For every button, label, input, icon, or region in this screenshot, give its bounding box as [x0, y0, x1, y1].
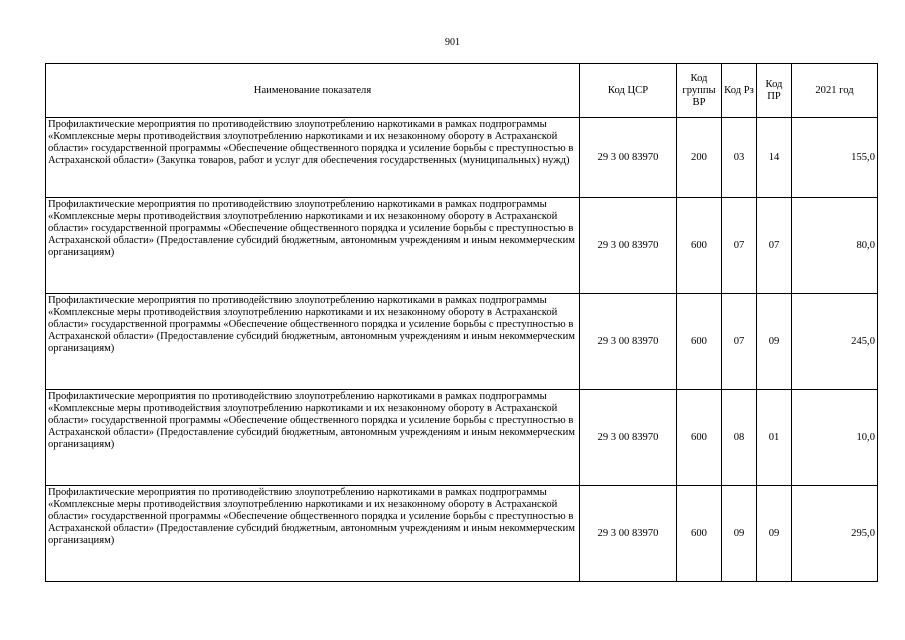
page-number: 901 — [445, 37, 460, 48]
row-pr-code: 09 — [757, 486, 792, 582]
row-pr-code: 09 — [757, 294, 792, 390]
header-indicator-name: Наименование показателя — [46, 64, 580, 118]
row-rz-code: 03 — [722, 118, 757, 198]
table-header-row — [46, 64, 878, 118]
row-vr-code: 600 — [677, 486, 722, 582]
row-amount-2021: 245,0 — [792, 294, 878, 390]
row-pr-code: 01 — [757, 390, 792, 486]
row-amount-2021: 295,0 — [792, 486, 878, 582]
row-rz-code: 08 — [722, 390, 757, 486]
row-rz-code: 09 — [722, 486, 757, 582]
table-row — [46, 118, 878, 198]
header-rz-code: Код Рз — [722, 64, 757, 118]
row-vr-code: 600 — [677, 390, 722, 486]
row-csr-code: 29 3 00 83970 — [580, 198, 677, 294]
row-amount-2021: 80,0 — [792, 198, 878, 294]
row-csr-code: 29 3 00 83970 — [580, 294, 677, 390]
row-amount-2021: 155,0 — [792, 118, 878, 198]
table-row — [46, 486, 878, 582]
row-indicator-name: Профилактические мероприятия по противодействию злоупотреблению наркотиками в рамках подпрограммы «Комплексные меры противодействия злоупотреблению наркотиками и их незаконному обороту в Астраханской области» государственной программы «Обеспечение общественного порядка и усиление борьбы с преступностью в Астраханской области» (Предоставление субсидий бюджетным, автономным учреждениям и иным некоммерческим организациям) — [46, 294, 580, 390]
row-indicator-name: Профилактические мероприятия по противодействию злоупотреблению наркотиками в рамках подпрограммы «Комплексные меры противодействия злоупотреблению наркотиками и их незаконному обороту в Астраханской области» государственной программы «Обеспечение общественного порядка и усиление борьбы с преступностью в Астраханской области» (Закупка товаров, работ и услуг для обеспечения государственных (муниципальных) нужд) — [46, 118, 580, 198]
header-csr-code: Код ЦСР — [580, 64, 677, 118]
row-csr-code: 29 3 00 83970 — [580, 118, 677, 198]
header-vr-group-code: Код группы ВР — [677, 64, 722, 118]
row-pr-code: 07 — [757, 198, 792, 294]
table-row — [46, 390, 878, 486]
row-indicator-name: Профилактические мероприятия по противодействию злоупотреблению наркотиками в рамках подпрограммы «Комплексные меры противодействия злоупотреблению наркотиками и их незаконному обороту в Астраханской области» государственной программы «Обеспечение общественного порядка и усиление борьбы с преступностью в Астраханской области» (Предоставление субсидий бюджетным, автономным учреждениям и иным некоммерческим организациям) — [46, 390, 580, 486]
row-vr-code: 200 — [677, 118, 722, 198]
header-year-2021: 2021 год — [792, 64, 878, 118]
table-row — [46, 198, 878, 294]
table-row — [46, 294, 878, 390]
row-csr-code: 29 3 00 83970 — [580, 390, 677, 486]
row-rz-code: 07 — [722, 294, 757, 390]
row-csr-code: 29 3 00 83970 — [580, 486, 677, 582]
row-pr-code: 14 — [757, 118, 792, 198]
row-vr-code: 600 — [677, 294, 722, 390]
row-indicator-name: Профилактические мероприятия по противодействию злоупотреблению наркотиками в рамках подпрограммы «Комплексные меры противодействия злоупотреблению наркотиками и их незаконному обороту в Астраханской области» государственной программы «Обеспечение общественного порядка и усиление борьбы с преступностью в Астраханской области» (Предоставление субсидий бюджетным, автономным учреждениям и иным некоммерческим организациям) — [46, 198, 580, 294]
header-pr-code: Код ПР — [757, 64, 792, 118]
row-amount-2021: 10,0 — [792, 390, 878, 486]
row-vr-code: 600 — [677, 198, 722, 294]
row-rz-code: 07 — [722, 198, 757, 294]
budget-table — [45, 63, 878, 582]
row-indicator-name: Профилактические мероприятия по противодействию злоупотреблению наркотиками в рамках подпрограммы «Комплексные меры противодействия злоупотреблению наркотиками и их незаконному обороту в Астраханской области» государственной программы «Обеспечение общественного порядка и усиление борьбы с преступностью в Астраханской области» (Предоставление субсидий бюджетным, автономным учреждениям и иным некоммерческим организациям) — [46, 486, 580, 582]
